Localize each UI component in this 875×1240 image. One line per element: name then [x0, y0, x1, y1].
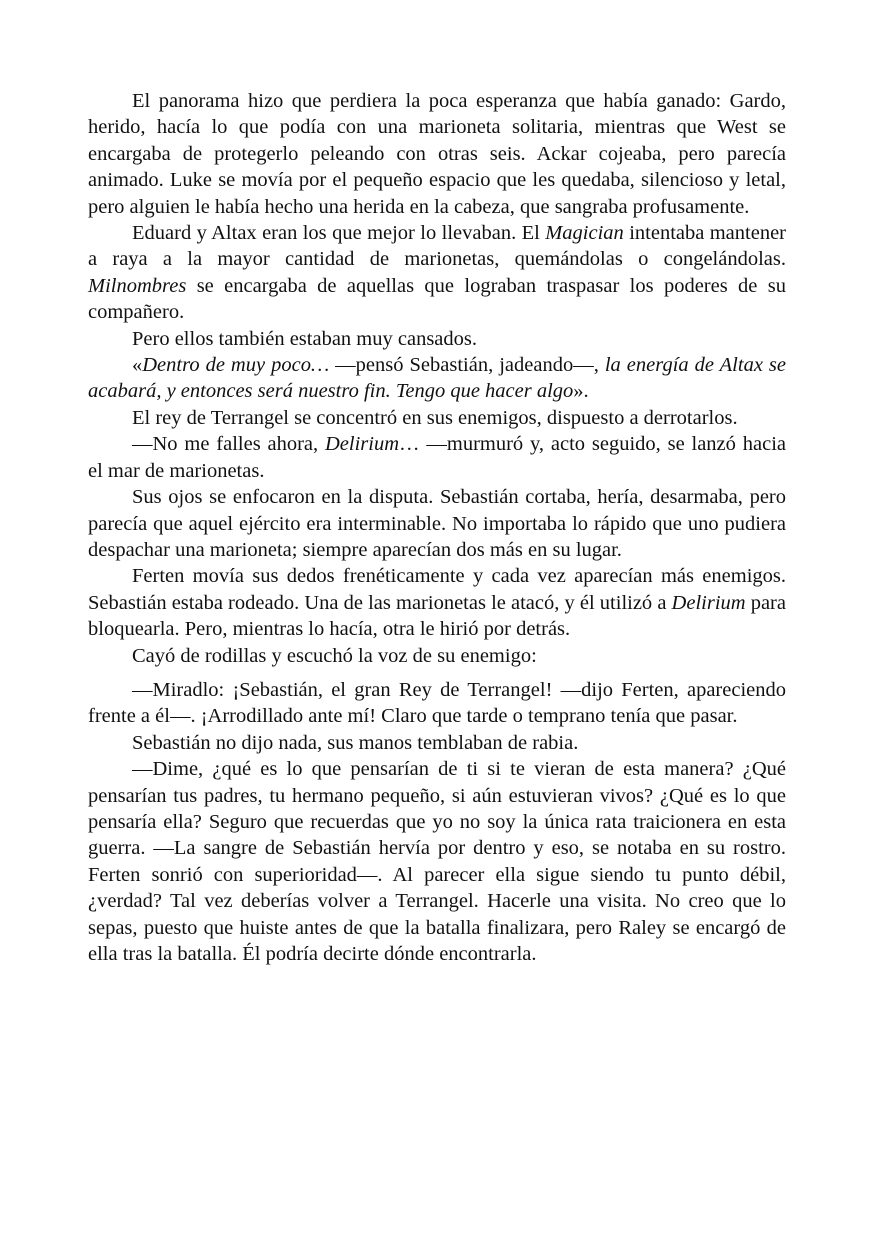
italic-text: Delirium [325, 433, 400, 456]
paragraph [88, 563, 786, 642]
paragraph [88, 484, 786, 563]
text-run: « [132, 354, 143, 377]
italic-text: Delirium [671, 591, 746, 614]
text-run: Ferten movía sus dedos frenéticamente y cada vez aparecían más enemigos. Sebastián estaba rodeado. Una de las marionetas le atacó, y él utilizó a [88, 565, 786, 614]
text-run: intentaba mantener a raya a la mayor cantidad de marionetas, quemándolas o congelándolas. [88, 222, 786, 271]
text-run: Cayó de rodillas y escuchó la voz de su enemigo: [132, 644, 537, 667]
italic-text: la energía de Altax se acabará, y entonces será nuestro fin. Tengo que hacer algo [88, 354, 786, 403]
text-run: Pero ellos también estaban muy cansados. [132, 327, 477, 350]
text-run: Eduard y Altax eran los que mejor lo llevaban. El [132, 222, 546, 245]
paragraph [88, 730, 786, 756]
italic-text: Milnombres [88, 274, 187, 297]
text-run: —pensó Sebastián, jadeando—, [329, 354, 605, 377]
italic-text: Magician [545, 222, 624, 245]
paragraph [88, 88, 786, 220]
text-run: … —murmuró y, acto seguido, se lanzó hacia el mar de marionetas. [88, 433, 786, 482]
text-run: El panorama hizo que perdiera la poca esperanza que había ganado: Gardo, herido, hacía lo que podía con una marioneta solitaria, mientras que West se encargaba de protegerlo peleando con otras seis. Ackar cojeaba, pero parecía animado. Luke se movía por el pequeño espacio que les quedaba, silencioso y letal, pero alguien le había hecho una herida en la cabeza, que sangraba profusamente. [88, 90, 786, 218]
paragraph [88, 643, 786, 669]
paragraph [88, 220, 786, 326]
paragraph [88, 431, 786, 484]
text-run: ». [573, 380, 589, 403]
paragraph [88, 352, 786, 405]
book-page [88, 88, 786, 967]
paragraph [88, 756, 786, 967]
text-run: —Dime, ¿qué es lo que pensarían de ti si te vieran de esta manera? ¿Qué pensarían tus padres, tu hermano pequeño, si aún estuvieran vivos? ¿Qué es lo que pensaría ella? Seguro que recuerdas que yo no soy la única rata traicionera en esta guerra. —La sangre de Sebastián hervía por dentro y eso, se notaba en su rostro. Ferten sonrió con superioridad—. Al parecer ella sigue siendo tu punto débil, ¿verdad? Tal vez deberías volver a Terrangel. Hacerle una visita. No creo que lo sepas, puesto que huiste antes de que la batalla finalizara, pero Raley se encargó de ella tras la batalla. Él podría decirte dónde encontrarla. [88, 758, 786, 965]
text-run: para bloquearla. Pero, mientras lo hacía, otra le hirió por detrás. [88, 591, 786, 641]
paragraph [88, 677, 786, 730]
text-run: El rey de Terrangel se concentró en sus enemigos, dispuesto a derrotarlos. [132, 406, 738, 429]
text-run: se encargaba de aquellas que lograban traspasar los poderes de su compañero. [88, 274, 786, 324]
text-run: —No me falles ahora, [132, 433, 325, 456]
text-run: Sebastián no dijo nada, sus manos temblaban de rabia. [132, 731, 579, 754]
paragraph [88, 405, 786, 431]
italic-text: Dentro de muy poco… [142, 354, 330, 377]
text-run: Sus ojos se enfocaron en la disputa. Sebastián cortaba, hería, desarmaba, pero parecía que aquel ejército era interminable. No importaba lo rápido que uno pudiera despachar una marioneta; siempre aparecían dos más en su lugar. [88, 486, 786, 561]
paragraph [88, 326, 786, 352]
text-run: —Miradlo: ¡Sebastián, el gran Rey de Terrangel! —dijo Ferten, apareciendo frente a él—. ¡Arrodillado ante mí! Claro que tarde o temprano tenía que pasar. [88, 678, 786, 728]
